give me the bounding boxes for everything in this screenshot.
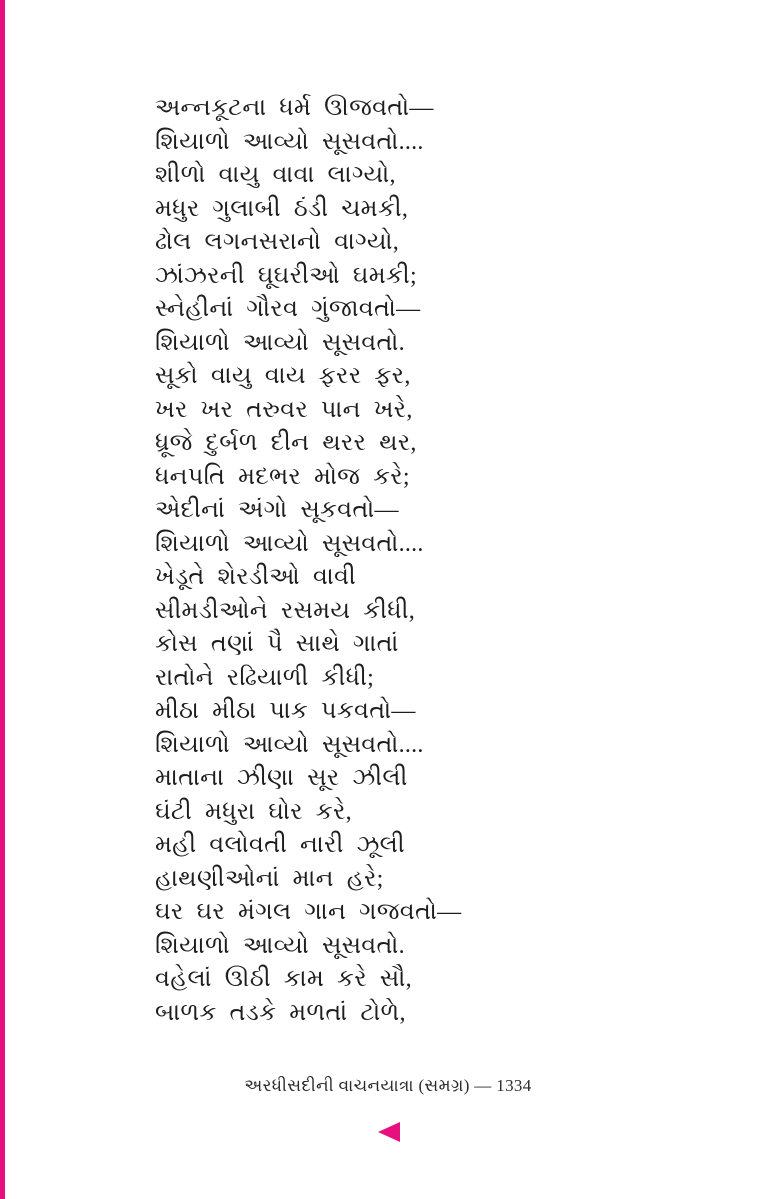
poem-line: ધ્રૂજે દુર્બળ દીન થરર થર, [155, 430, 417, 456]
footer-running-title [0, 1076, 776, 1096]
poem-line: ખેડૂતે શેરડીઓ વાવી [155, 564, 357, 590]
poem-line: શિયાળો આવ્યો સૂસવતો.... [155, 530, 424, 557]
poem-line: મધુર ગુલાબી ઠંડી ચમકી, [155, 195, 409, 222]
poem-line: ઘંટી મધુરા ઘોર કરે, [155, 798, 352, 825]
poem-line: રાતોને રઢિયાળી કીધી; [155, 664, 375, 691]
poem-line: સ્નેહીનાં ગૌરવ ગુંજાવતો— [155, 296, 421, 322]
poem-line: શિયાળો આવ્યો સૂસવતો. [155, 329, 405, 356]
poem-line: બાળક તડકે મળતાં ટોળે, [155, 999, 406, 1026]
poem-line: ઝાંઝરની ઘૂઘરીઓ ઘમકી; [155, 262, 417, 289]
poem-text-block [155, 92, 635, 1030]
left-triangle-marker-icon [378, 1122, 400, 1142]
poem-line: હાથણીઓનાં માન હરે; [155, 865, 384, 892]
poem-line: ધનપતિ મદભર મોજ કરે; [155, 463, 410, 490]
poem-line: મહી વલોવતી નારી ઝૂલી [155, 832, 405, 858]
poem-line: માતાના ઝીણા સૂર ઝીલી [155, 765, 408, 791]
poem-line: ઢોલ લગનસરાનો વાગ્યો, [155, 229, 400, 255]
poem-line: વહેલાં ઊઠી કામ કરે સૌ, [155, 966, 412, 992]
page-left-accent-bar [0, 0, 5, 1199]
poem-line: કોસ તણાં પૈ સાથે ગાતાં [155, 631, 399, 657]
footer-text: અરધીસદીની વાચનયાત્રા (સમગ્ર) — 1334 [244, 1076, 532, 1095]
poem-line: શિયાળો આવ્યો સૂસવતો.... [155, 128, 424, 155]
poem-line: સીમડીઓને રસમય કીધી, [155, 597, 416, 624]
poem-line: શીળો વાયુ વાવા લાગ્યો, [155, 162, 396, 188]
poem-line: ખર ખર તરુવર પાન ખરે, [155, 396, 413, 423]
poem-line: મીઠા મીઠા પાક પકવતો— [155, 698, 416, 724]
poem-line: સૂકો વાયુ વાય ફરર ફર, [155, 363, 411, 389]
poem-line: અન્નકૂટના ધર્મ ઊજવતો— [155, 95, 434, 121]
poem-line: એદીનાં અંગો સૂકવતો— [155, 497, 399, 523]
poem-line: ઘર ઘર મંગલ ગાન ગજવતો— [155, 899, 462, 925]
poem-line: શિયાળો આવ્યો સૂસવતો. [155, 932, 405, 959]
poem-line: શિયાળો આવ્યો સૂસવતો.... [155, 731, 424, 758]
